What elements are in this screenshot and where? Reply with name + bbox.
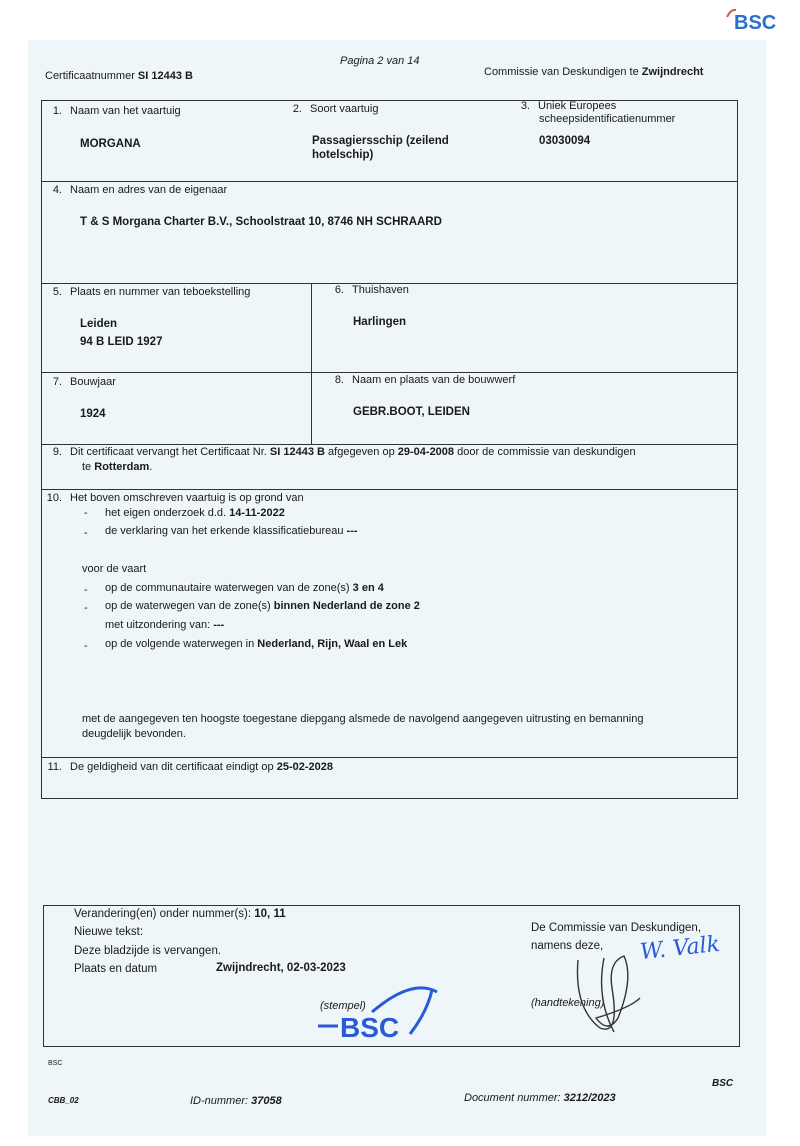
changes-place-value: Zwijndrecht, 02-03-2023: [216, 962, 346, 974]
field-7-label-text: Bouwjaar: [70, 376, 116, 388]
field-11-text: De geldigheid van dit certificaat eindigt op: [70, 761, 274, 773]
stamp-logo: BSC: [340, 1012, 400, 1043]
field-10-z2: [105, 600, 420, 612]
footer-form-code: CBB_02: [48, 1096, 79, 1105]
field-9-num: 9.: [52, 446, 62, 458]
dash: -: [84, 584, 88, 596]
field-1-num: 1.: [52, 105, 62, 117]
dash: -: [84, 640, 88, 652]
footer-id-value: 37058: [251, 1095, 282, 1107]
field-10-z3-text: op de volgende waterwegen in: [105, 638, 255, 650]
field-2-num: 2.: [292, 103, 302, 115]
changes-place-label: Plaats en datum: [74, 963, 158, 975]
field-10-z1: [105, 582, 384, 594]
dash: -: [84, 602, 88, 614]
commission-value: Zwijndrecht: [641, 66, 704, 78]
footer-doc-value: 3212/2023: [563, 1092, 616, 1104]
corner-logo: [734, 12, 776, 35]
divider: [41, 757, 738, 758]
field-10-z2-sub-text: met uitzondering van:: [105, 619, 211, 631]
footer-doc-label: Document nummer:: [464, 1092, 561, 1104]
changes-replaced: Deze bladzijde is vervangen.: [74, 945, 222, 957]
footer-small-bsc: BSC: [48, 1060, 63, 1067]
field-10-voor: voor de vaart: [82, 563, 147, 575]
logo-swoosh-icon: [726, 8, 736, 18]
field-10-d1: [105, 507, 285, 519]
field-4-label: [40, 184, 227, 196]
field-10-z1-value: 3 en 4: [352, 582, 384, 594]
field-3-label-line1: Uniek Europees: [538, 100, 617, 112]
field-8-label-text: Naam en plaats van de bouwwerf: [352, 374, 516, 386]
field-5-value-line1: Leiden: [80, 318, 118, 330]
field-8-num: 8.: [334, 374, 344, 386]
field-11-num: 11.: [47, 761, 62, 773]
commission-signoff-line2: namens deze,: [531, 940, 604, 952]
signature-name: W. Valk: [638, 931, 722, 966]
page-number: Pagina 2 van 14: [340, 55, 420, 67]
field-10-z2-text: op de waterwegen van de zone(s): [105, 600, 271, 612]
field-1-label: [40, 105, 181, 117]
field-10-d1-text: het eigen onderzoek d.d.: [105, 507, 227, 519]
field-10-z2-sub-value: ---: [213, 619, 225, 631]
field-9-v1: SI 12443 B: [269, 446, 325, 458]
field-9-t3: door de commissie van deskundigen: [457, 446, 636, 458]
commission-label: Commissie van Deskundigen te: [484, 66, 639, 78]
field-10-d2-value: ---: [346, 525, 358, 537]
field-9-t4: te: [82, 461, 92, 473]
field-3-label: [508, 100, 616, 112]
divider: [41, 181, 738, 182]
field-7-value: 1924: [80, 408, 106, 420]
field-2-value-line1: Passagiersschip (zeilend: [312, 135, 449, 147]
field-10-z3: [105, 638, 407, 650]
commission-header: [484, 66, 703, 78]
field-10-num: 10.: [46, 492, 62, 504]
field-9-v3: Rotterdam: [94, 461, 150, 473]
field-8-label: [322, 374, 515, 386]
divider: [41, 372, 738, 373]
signature-label: (handtekening): [531, 997, 605, 1009]
field-2-label-text: Soort vaartuig: [310, 103, 379, 115]
dash: -: [84, 507, 88, 519]
field-10-d2: [105, 525, 358, 537]
field-3-num: 3.: [520, 100, 530, 112]
field-5-label-text: Plaats en nummer van teboekstelling: [70, 286, 251, 298]
field-4-label-text: Naam en adres van de eigenaar: [70, 184, 228, 196]
field-10-closing-line1: met de aangegeven ten hoogste toegestane diepgang alsmede de navolgend aangegeven uitrusting en bemanning: [82, 713, 644, 725]
commission-signoff-line1: De Commissie van Deskundigen,: [531, 922, 702, 934]
field-10-d2-text: de verklaring van het erkende klassificatiebureau: [105, 525, 344, 537]
field-7-label: [40, 376, 116, 388]
field-10-d1-value: 14-11-2022: [229, 507, 285, 519]
field-10-z1-text: op de communautaire waterwegen van de zone(s): [105, 582, 350, 594]
corner-logo-text: BSC: [734, 12, 777, 34]
footer-id: [190, 1095, 282, 1107]
field-4-num: 4.: [52, 184, 62, 196]
footer-doc: [464, 1092, 616, 1104]
field-11: [40, 761, 333, 773]
divider: [41, 444, 738, 445]
field-2-label: [280, 103, 378, 115]
footer-id-label: ID-nummer:: [190, 1095, 249, 1107]
field-9-t5: .: [149, 461, 153, 473]
field-2-value-line2: hotelschip): [312, 149, 374, 161]
field-6-label-text: Thuishaven: [352, 284, 409, 296]
stamp-label: (stempel): [320, 1000, 366, 1012]
field-9-t2: afgegeven op: [328, 446, 395, 458]
field-5-value-line2: 94 B LEID 1927: [80, 336, 163, 348]
field-10-intro: [40, 492, 304, 504]
field-11-value: 25-02-2028: [276, 761, 333, 773]
footer-bsc-right: BSC: [712, 1078, 734, 1089]
field-6-label: [322, 284, 409, 296]
field-8-value: GEBR.BOOT, LEIDEN: [353, 406, 470, 418]
field-9-t1: Dit certificaat vervangt het Certificaat Nr.: [70, 446, 267, 458]
divider: [41, 489, 738, 490]
field-6-num: 6.: [334, 284, 344, 296]
changes-new-text: Nieuwe tekst:: [74, 926, 144, 938]
field-9-text: [40, 446, 730, 458]
field-4-value: T & S Morgana Charter B.V., Schoolstraat 10, 8746 NH SCHRAARD: [80, 216, 442, 228]
changes-value: 10, 11: [254, 908, 286, 920]
field-10-intro-text: Het boven omschreven vaartuig is op grond van: [70, 492, 304, 504]
field-1-label-text: Naam van het vaartuig: [70, 105, 181, 117]
field-3-value: 03030094: [539, 135, 591, 147]
cert-label: Certificaatnummer: [45, 70, 135, 82]
field-9-text-line2: [82, 461, 152, 473]
column-divider: [311, 283, 312, 444]
field-1-value: MORGANA: [80, 138, 141, 150]
field-9-v2: 29-04-2008: [397, 446, 455, 458]
field-5-label: [40, 286, 250, 298]
field-10-closing-line2: deugdelijk bevonden.: [82, 728, 186, 740]
field-6-value: Harlingen: [353, 316, 407, 328]
field-10-z2-sub: [105, 619, 224, 631]
cert-value: SI 12443 B: [137, 70, 193, 82]
field-3-label-line2: scheepsidentificatienummer: [539, 113, 676, 125]
signature-scribble-icon: [560, 948, 650, 1038]
changes-label-text: Verandering(en) onder nummer(s):: [74, 908, 252, 920]
field-10-z2-value: binnen Nederland de zone 2: [273, 600, 420, 612]
field-10-z3-value: Nederland, Rijn, Waal en Lek: [257, 638, 408, 650]
changes-label: [74, 908, 286, 920]
field-7-num: 7.: [52, 376, 62, 388]
certificate-number: [45, 70, 193, 82]
dash: -: [84, 527, 88, 539]
field-5-num: 5.: [52, 286, 62, 298]
